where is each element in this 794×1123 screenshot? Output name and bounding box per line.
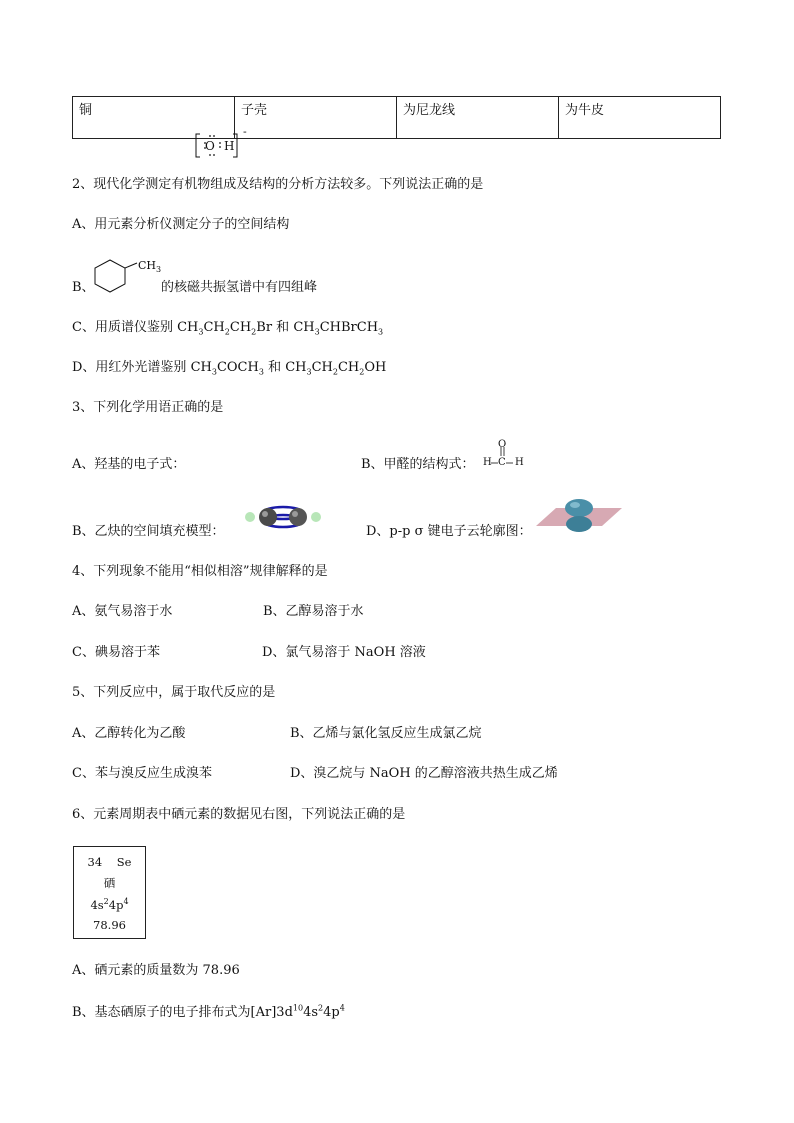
question-6-option-a: A、硒元素的质量数为 78.96	[72, 963, 240, 978]
question-6-option-b: B、基态硒原子的电子排布式为$[Ar]3d^{10}4s^24p^4$	[72, 1003, 345, 1020]
valence-configuration: $4s^24p^4$	[90, 897, 129, 912]
relative-atomic-mass: 78.96	[93, 918, 126, 932]
question-3-stem: 3、下列化学用语正确的是	[72, 400, 224, 415]
atom-symbol: H	[515, 457, 524, 468]
question-4-option-c: C、碘易溶于苯	[72, 645, 160, 660]
element-symbol: Se	[116, 855, 132, 869]
atom-symbol: O	[205, 139, 215, 153]
element-header	[74, 855, 145, 869]
single-bond-icon	[506, 462, 514, 464]
question-2-option-c: C、用质谱仪鉴别 $CH_3CH_2CH_2Br$ 和 $CH_3CHBrCH_3$	[72, 320, 384, 337]
question-2-option-b-text: 的核磁共振氢谱中有四组峰	[161, 280, 318, 295]
question-5-option-d: D、溴乙烷与 NaOH 的乙醇溶液共热生成乙烯	[290, 766, 558, 781]
top-table	[72, 96, 721, 139]
table-cell: 为尼龙线	[397, 97, 559, 139]
atom-symbol: O	[498, 439, 507, 450]
atom-symbol: H	[224, 139, 235, 153]
methyl-label: $CH_3$	[138, 259, 162, 275]
question-4-option-b: B、乙醇易溶于水	[263, 604, 364, 619]
table-cell: 为牛皮	[559, 97, 721, 139]
question-2-option-b-prefix: B、	[72, 280, 95, 295]
question-5-option-b: B、乙烯与氯化氢反应生成氯乙烷	[290, 726, 482, 741]
question-4-option-a: A、氨气易溶于水	[72, 604, 173, 619]
question-5-option-c: C、苯与溴反应生成溴苯	[72, 766, 212, 781]
question-3-option-b: B、甲醛的结构式：	[361, 457, 475, 472]
atom-symbol: C	[498, 457, 506, 468]
charge-sign: -	[243, 125, 247, 138]
question-2-option-a: A、用元素分析仪测定分子的空间结构	[72, 217, 290, 232]
atom-symbol: H	[483, 457, 492, 468]
question-5-stem: 5、下列反应中，属于取代反应的是	[72, 685, 276, 700]
question-3-option-d: D、p-p σ 键电子云轮廓图：	[366, 524, 532, 539]
question-3-option-b2: B、乙炔的空间填充模型：	[72, 524, 225, 539]
table-cell: 铜	[73, 97, 235, 139]
p-p-sigma-orbital-icon	[534, 498, 624, 536]
question-5-option-a: A、乙醇转化为乙酸	[72, 726, 186, 741]
selenium-element-card	[73, 846, 146, 939]
acetylene-space-filling-model-icon	[240, 502, 326, 532]
question-4-option-d: D、氯气易溶于 NaOH 溶液	[262, 645, 426, 660]
question-2-stem: 2、现代化学测定有机物组成及结构的分析方法较多。下列说法正确的是	[72, 177, 484, 192]
element-name: 硒	[103, 876, 116, 890]
table-cell: 子壳	[235, 97, 397, 139]
question-4-stem: 4、下列现象不能用“相似相溶”规律解释的是	[72, 564, 328, 579]
question-6-stem: 6、元素周期表中硒元素的数据见右图，下列说法正确的是	[72, 807, 406, 822]
question-2-option-d: D、用红外光谱鉴别 $CH_3COCH_3$ 和 $CH_3CH_2CH_2OH$	[72, 360, 387, 377]
question-3-option-a: A、羟基的电子式：	[72, 457, 186, 472]
atomic-number: 34	[87, 855, 103, 869]
